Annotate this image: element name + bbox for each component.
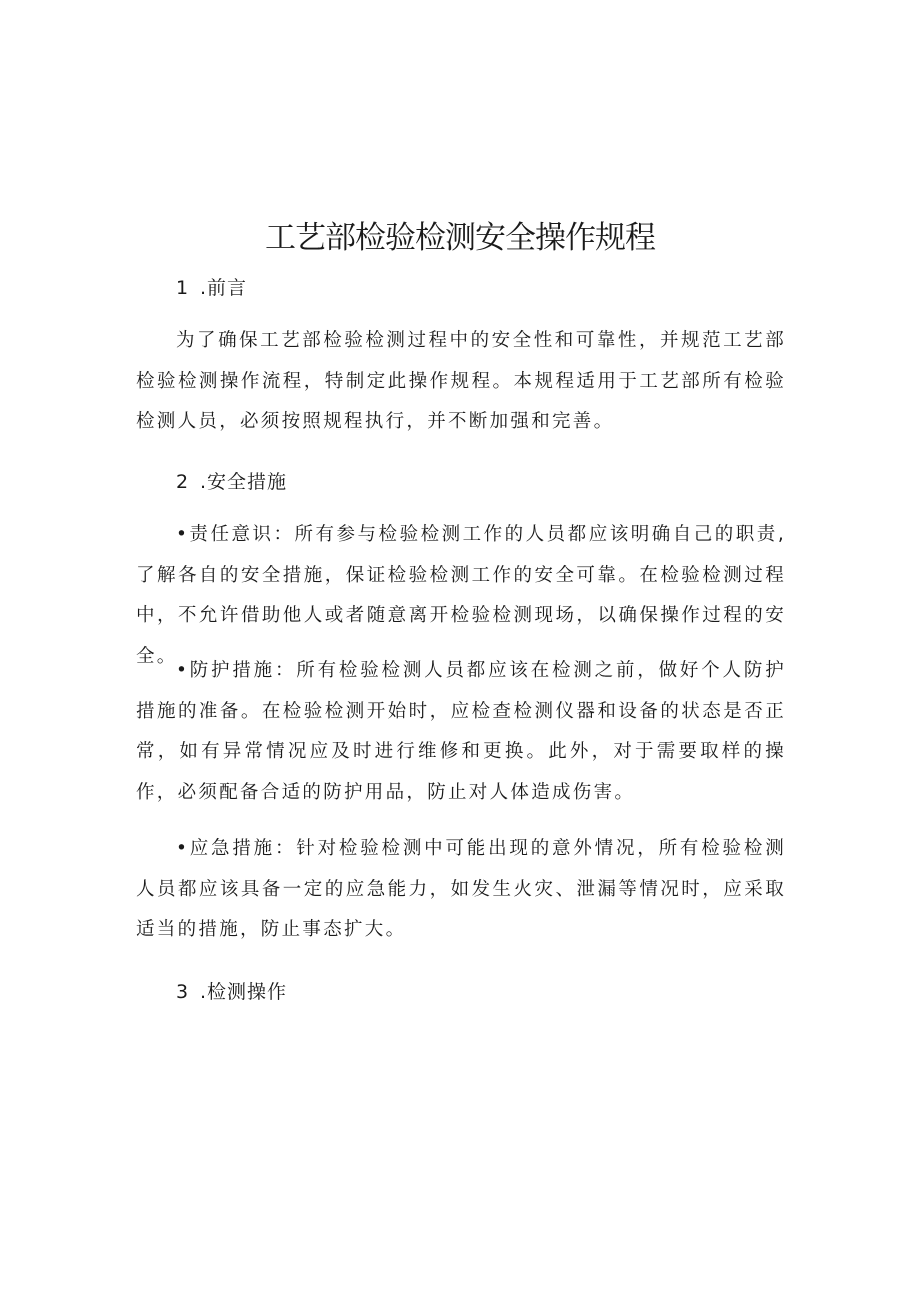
section-number: 1 bbox=[176, 277, 190, 299]
paragraph-emergency: •应急措施：针对检验检测中可能出现的意外情况，所有检验检测人员都应该具备一定的应急能力，如发生火灾、泄漏等情况时，应采取适当的措施，防止事态扩大。 bbox=[136, 838, 786, 940]
section-number: 3 bbox=[176, 981, 190, 1003]
section-heading-2 bbox=[176, 468, 287, 496]
paragraph-protection: •防护措施：所有检验检测人员都应该在检测之前，做好个人防护措施的准备。在检验检测开始时，应检查检测仪器和设备的状态是否正常，如有异常情况应及时进行维修和更换。此外，对于需要取样的操作，必须配备合适的防护用品，防止对人体造成伤害。 bbox=[136, 660, 786, 803]
paragraph-responsibility: •责任意识：所有参与检验检测工作的人员都应该明确自己的职责,了解各自的安全措施，保证检验检测工作的安全可靠。在检验检测过程中，不允许借助他人或者随意离开检验检测现场，以确保操作过程的安全。 bbox=[136, 524, 786, 667]
section-number: 2 bbox=[176, 471, 190, 493]
document-title: 工艺部检验检测安全操作规程 bbox=[265, 220, 655, 256]
section-heading-1 bbox=[176, 274, 247, 302]
paragraph-preface: 为了确保工艺部检验检测过程中的安全性和可靠性，并规范工艺部检验检测操作流程，特制定此操作规程。本规程适用于工艺部所有检验检测人员，必须按照规程执行，并不断加强和完善。 bbox=[136, 330, 786, 432]
section-heading-text: .前言 bbox=[200, 277, 248, 299]
section-heading-text: .检测操作 bbox=[200, 981, 288, 1003]
section-heading-text: .安全措施 bbox=[200, 471, 288, 493]
section-heading-3 bbox=[176, 978, 287, 1006]
